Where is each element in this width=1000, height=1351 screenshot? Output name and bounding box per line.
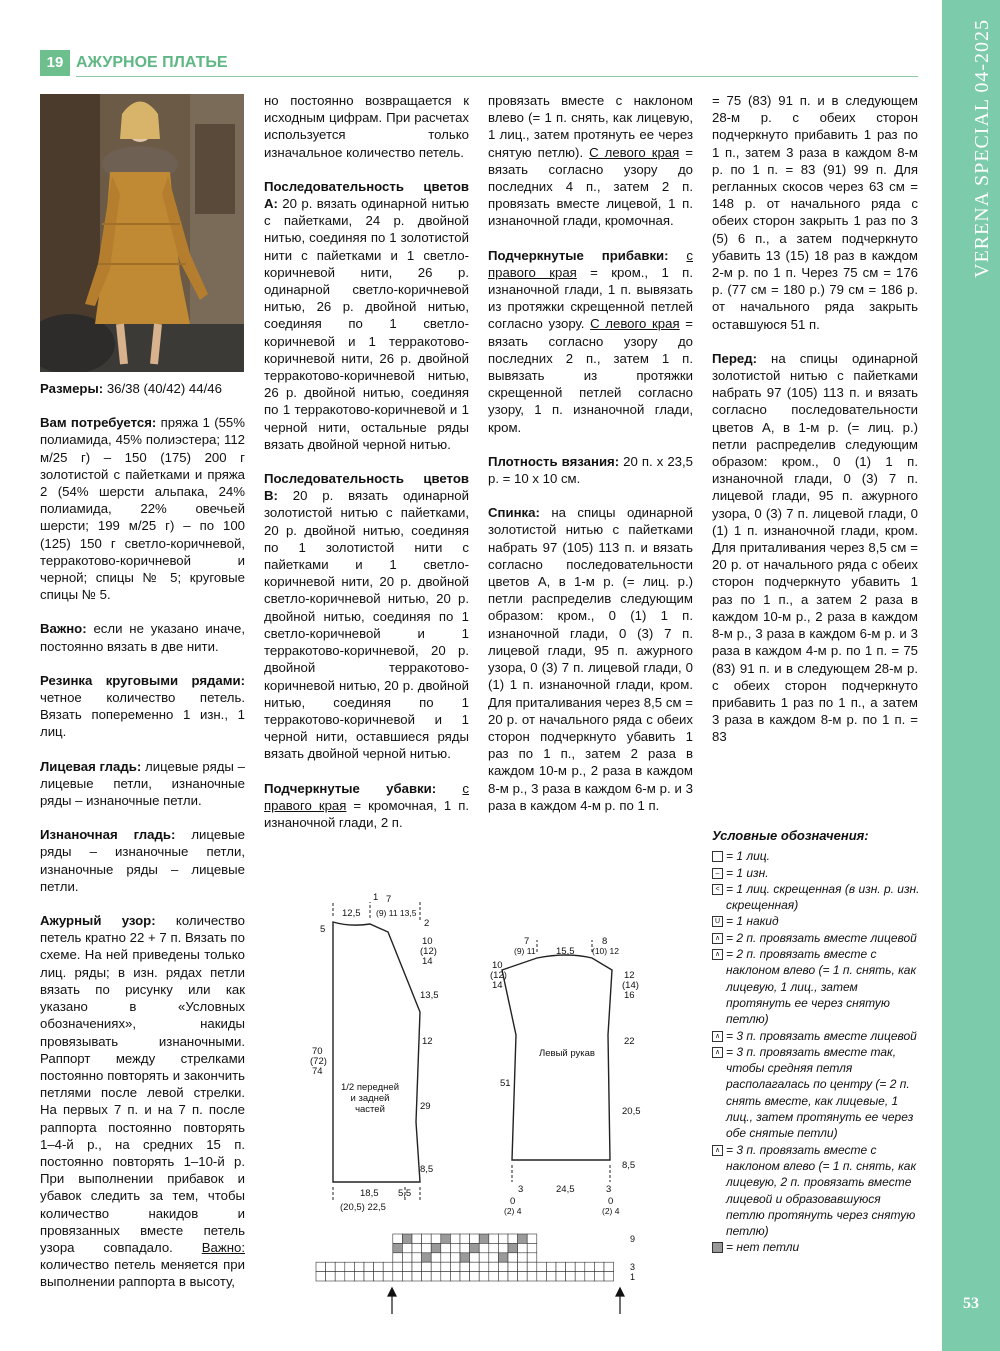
chart-cell	[431, 1262, 441, 1271]
chart-cell	[335, 1262, 345, 1271]
chart-cell	[374, 1272, 384, 1281]
chart-cell	[479, 1262, 489, 1271]
sleeve-l2: (12)	[490, 970, 507, 981]
page-number: 53	[963, 1295, 979, 1312]
chart-cell	[431, 1272, 441, 1281]
chart-cell	[498, 1272, 508, 1281]
header-rule	[76, 76, 918, 77]
sequence-b-label: Последовательность цветов B:	[264, 471, 469, 504]
chart-cell	[489, 1272, 499, 1281]
chart-cell	[431, 1243, 441, 1252]
chart-cell	[402, 1262, 412, 1271]
sequence-b-text: 20 р. вязать одинарной золотистой нитью с пайетками, 20 р. двойной нитью, соединяя по 1 золотистой нити с пайетками и 1 светло-коричневой нити, 20 р. двойной светло-коричневой нитью, 20 р. двойной нитью, соединяя по 1 светло-коричневой и 1 терракотово-коричневой, 20 р. двойной терракотово-коричневой нитью, 20 р. двойной нитью, соединяя по 1 терракотово-коричневой и 1 черной нити, оставшиеся ряды вязать двойной черной нитью.	[264, 488, 469, 762]
chart-cell	[489, 1243, 499, 1252]
sk2p-symbol-icon: ∧	[712, 1145, 723, 1156]
chart-cell	[450, 1234, 460, 1243]
materials-text: пряжа 1 (55% полиамида, 45% полиэстера; 112 м/25 г) – 150 (175) 200 г золотистой с пайетками и пряжа 2 (54% шерсти альпака, 24% полиамида, 22% овечьей шерсти; 199 м/25 г) – по 100 (125) 150 г светло-коричневой, терракотово-коричневой и черной; спицы № 5; круговые спицы № 5.	[40, 415, 245, 603]
chart-cell	[422, 1234, 432, 1243]
chart-cell	[422, 1272, 432, 1281]
chart-cell	[460, 1243, 470, 1252]
sleeve-r6: 8,5	[622, 1160, 636, 1171]
ssk-symbol-icon: ∧	[712, 949, 723, 960]
body-neck-3: (9) 11 13,5	[376, 908, 417, 918]
no-stitch-symbol-icon	[712, 1242, 723, 1253]
legend-item: ∧ = 3 п. провязать вместе так, чтобы средняя петля располагалась по центру (= 2 п. снять вместе, как лицевые, 1 лиц., затем протянуть ее через обе снятые петли)	[712, 1044, 922, 1142]
increases-left-edge: С левого края	[590, 316, 680, 332]
body-right-top: 2	[424, 918, 430, 929]
gauge-text: 20 п. х 23,5 р. = 10 х 10 см.	[488, 453, 694, 487]
chart-cell	[393, 1243, 403, 1252]
body-top-width: 12,5	[342, 908, 361, 919]
chart-cell	[402, 1234, 412, 1243]
chart-cell	[470, 1243, 480, 1252]
chart-cell	[594, 1262, 604, 1271]
legend-item: U = 1 накид	[712, 913, 922, 929]
chart-cell	[518, 1243, 528, 1252]
legend-title: Условные обозначения:	[712, 828, 869, 843]
chart-cell	[470, 1234, 480, 1243]
cdd-symbol-icon: ∧	[712, 1047, 723, 1058]
chart-cell	[585, 1272, 595, 1281]
chart-cell	[393, 1253, 403, 1262]
sleeve-b3: 3	[606, 1184, 612, 1195]
chart-cell	[479, 1243, 489, 1252]
chart-cell	[316, 1272, 326, 1281]
chart-cell	[575, 1272, 585, 1281]
chart-cell	[326, 1262, 336, 1271]
sleeve-length: 51	[500, 1078, 511, 1089]
legend-item: < = 1 лиц. скрещенная (в изн. р. изн. скрещенная)	[712, 881, 922, 914]
chart-cell	[566, 1262, 576, 1271]
chart-cell	[393, 1234, 403, 1243]
legend-item: ∧ = 2 п. провязать вместе с наклоном влево (= 1 п. снять, как лицевую, 1 лиц., затем протянуть ее через снятую петлю)	[712, 946, 922, 1027]
body-r4: 29	[420, 1101, 431, 1112]
chart-cell	[354, 1262, 364, 1271]
increases-label: Подчеркнутые прибавки:	[488, 247, 669, 263]
chart-cell	[422, 1243, 432, 1252]
text-column-2	[264, 92, 469, 848]
sleeve-t4: 8	[602, 936, 608, 947]
chart-cell	[527, 1272, 537, 1281]
sleeve-t3: 15,5	[556, 946, 575, 957]
reverse-stockinette-text: лицевые ряды – изнаночные петли, изнаночные ряды – лицевые петли.	[40, 827, 245, 894]
important-label: Важно:	[40, 621, 87, 637]
sleeve-b1: 3	[518, 1184, 524, 1195]
chart-cell	[441, 1243, 451, 1252]
sleeve-piece-label: Левый рукав	[539, 1048, 595, 1059]
pattern-title: АЖУРНОЕ ПЛАТЬЕ	[76, 54, 228, 71]
sleeve-r4: 22	[624, 1036, 635, 1047]
lace-text-end: количество петель меняется при выполнении раппорта в высоту,	[40, 1257, 245, 1290]
body-schematic	[300, 892, 460, 1222]
chart-cell	[489, 1262, 499, 1271]
sizes-label: Размеры:	[40, 381, 104, 396]
back-label: Спинка:	[488, 505, 540, 521]
body-length-3: 74	[312, 1066, 323, 1077]
chart-cell	[518, 1262, 528, 1271]
chart-cell	[508, 1234, 518, 1243]
body-neck: 1	[373, 892, 379, 903]
chart-cell	[527, 1243, 537, 1252]
chart-cell	[498, 1243, 508, 1252]
legend-item: ∧ = 3 п. провязать вместе с наклоном влево (= 1 п. снять, как лицевую, 2 п. провязать вместе лицевой и образовавшуюся петлю протянуть через снятую петлю)	[712, 1142, 922, 1240]
chart-row-9: 9	[630, 1234, 636, 1244]
sizes-text: 36/38 (40/42) 44/46	[103, 381, 222, 396]
model-photo-illustration	[40, 94, 244, 372]
decreases-right-edge: с правого края	[264, 780, 469, 813]
chart-cell	[345, 1262, 355, 1271]
increases-text: = кром., 1 п. изнаночной глади, 1 п. вывязать из протяжки скрещенной петлей согласно узору.	[488, 264, 693, 332]
chart-cell	[441, 1262, 451, 1271]
chart-cell	[364, 1262, 374, 1271]
body-r3: 12	[422, 1036, 433, 1047]
chart-cell	[470, 1272, 480, 1281]
sleeve-t1: 7	[524, 936, 530, 947]
text-column-1	[40, 380, 245, 1308]
decreases-left-edge: С левого края	[589, 144, 680, 160]
body-r1c: 14	[422, 956, 433, 967]
chart-cell	[450, 1272, 460, 1281]
chart-cell	[402, 1243, 412, 1252]
chart-cell	[316, 1262, 326, 1271]
back-continued: = 75 (83) 91 п. и в следующем 28-м р. с обеих сторон подчеркнуто прибавить 1 раз по 1 п., затем 3 раза в каждом 8-м р. по 1 п. = 83 (91) 99 п. Для регланных скосов через 63 см = 148 р. от начального ряда с обеих сторон закрыть 1 раз по 3 (5) 6 п., а затем подчеркнуто убавить 13 (15) 18 раз в каждом 2-м р. по 1 п. Через 75 см = 176 р. (77 см = 180 р.) 79 см = 186 р. от начального ряда закрыть оставшуюся 51 п.	[712, 93, 918, 332]
sleeve-r1: 12	[624, 970, 635, 981]
body-bottom-width: 18,5	[360, 1188, 379, 1199]
chart-cell	[441, 1234, 451, 1243]
chart-cell	[518, 1234, 528, 1243]
legend-item: = 1 лиц.	[712, 848, 922, 864]
chart-cell	[527, 1234, 537, 1243]
sleeve-t2: (9) 11	[514, 946, 536, 956]
symbol-legend	[712, 828, 922, 1256]
yarn-over-symbol-icon: U	[712, 916, 723, 927]
chart-cell	[450, 1243, 460, 1252]
chart-cell	[508, 1262, 518, 1271]
important-text: если не указано иначе, постоянно вязать в две нити.	[40, 621, 245, 654]
increases-right-edge: с правого края	[488, 247, 693, 280]
lace-important-label: Важно:	[201, 1239, 245, 1255]
body-length-1: 70	[312, 1046, 323, 1057]
magazine-brand	[971, 222, 994, 278]
body-neck-2: 7	[386, 894, 392, 905]
sleeve-r5: 20,5	[622, 1106, 641, 1117]
chart-cell	[441, 1272, 451, 1281]
chart-cell	[527, 1262, 537, 1271]
chart-cell	[383, 1262, 393, 1271]
chart-cell	[402, 1272, 412, 1281]
stockinette-text: лицевые ряды – лицевые петли, изнаночные ряды – изнаночные петли.	[40, 758, 245, 809]
sequence-a-label: Последовательность цветов A:	[264, 178, 469, 212]
chart-cell	[479, 1272, 489, 1281]
chart-cell	[518, 1272, 528, 1281]
front-label: Перед:	[712, 350, 757, 366]
stockinette-label: Лицевая гладь:	[40, 758, 142, 774]
chart-cell	[412, 1262, 422, 1271]
chart-cell	[537, 1262, 547, 1271]
chart-cell	[354, 1272, 364, 1281]
materials-label: Вам потребуется:	[40, 415, 157, 431]
chart-cell	[402, 1253, 412, 1262]
chart-row-3: 3	[630, 1262, 636, 1272]
chart-cell	[431, 1234, 441, 1243]
chart-cell	[412, 1243, 422, 1252]
purl-symbol-icon: –	[712, 868, 723, 879]
chart-cell	[412, 1272, 422, 1281]
chart-cell	[374, 1262, 384, 1271]
decreases-continued: провязать вместе с наклоном влево (= 1 п. снять, как лицевую, 1 лиц., затем протянуть ее через снятую петлю).	[488, 93, 693, 160]
lace-continued: но постоянно возвращается к исходным цифрам. При расчетах используется только изначальное количество петель.	[264, 93, 469, 160]
front-text: на спицы одинарной золотистой нитью с пайетками набрать 97 (105) 113 п. и вязать согласно последовательности цветов A, в 1-м р. (= лиц. р.) петли распределив следующим образом: кром., 0 (1) 1 п. изнаночной глади, 0 (3) 7 п. лицевой глади, 95 п. ажурного узора, 0 (3) 7 п. лицевой глади, 0 (1) 1 п. изнаночной глади, кром. Для приталивания через 8,5 см = 20 р. от начального ряда с обеих сторон подчеркнуто убавить 1 раз по 1 п., а затем 2 раза в каждом 10-м р., 2 раза в каждом 8-м р., 3 раза в каждом 6-м р. и 3 раза в каждом 4-м р. по 1 п. = 75 (83) 91 п. и в следующем 28-м р. с обеих сторон подчеркнуто прибавить 1 раз по 1 п., а затем 3 раза в каждом 8-м р. по 1 п. = 83	[712, 350, 918, 745]
chart-row-1: 1	[630, 1272, 636, 1282]
chart-cell	[345, 1272, 355, 1281]
chart-cell	[412, 1234, 422, 1243]
sleeve-b5: (2) 4	[504, 1206, 522, 1216]
text-column-4	[712, 92, 918, 763]
chart-cell	[566, 1272, 576, 1281]
sleeve-l1: 10	[492, 960, 503, 971]
sleeve-b6: 0	[608, 1196, 614, 1207]
k3tog-symbol-icon: ∧	[712, 1031, 723, 1042]
chart-cell	[393, 1262, 403, 1271]
chart-cell	[450, 1262, 460, 1271]
chart-cell	[489, 1253, 499, 1262]
chart-cell	[508, 1272, 518, 1281]
chart-cell	[460, 1253, 470, 1262]
repeat-arrows	[388, 1288, 624, 1314]
sleeve-t5: (10) 12	[592, 946, 619, 956]
lace-text: количество петель кратно 22 + 7 п. Вязать по схеме. На ней приведены только лиц. ряды; в изн. рядах петли вязать по рисунку или как указано в «Условных обозначениях», накиды провязывать изнаночными. Раппорт между стрелками постоянно повторять и закончить петлями после левой стрелки. На первых 7 п. и на 7 п. после раппорта постоянно повторять 1–4-й р., на средних 15 п. постоянно повторять 1–10-й р. При выполнении прибавок и убавок следить за тем, чтобы количество накидов и провязанных вместе петель узора совпадало.	[40, 913, 245, 1255]
body-bottom-width-2: (20,5) 22,5	[340, 1202, 386, 1213]
chart-cell	[460, 1272, 470, 1281]
chart-cell	[422, 1253, 432, 1262]
pattern-number: 19	[40, 50, 70, 76]
legend-item: ∧ = 2 п. провязать вместе лицевой	[712, 930, 922, 946]
lace-chart	[312, 1232, 642, 1322]
chart-cell	[489, 1234, 499, 1243]
chart-cell	[498, 1253, 508, 1262]
sleeve-l3: 14	[492, 980, 503, 991]
chart-cell	[422, 1262, 432, 1271]
chart-cell	[546, 1262, 556, 1271]
chart-cell	[460, 1262, 470, 1271]
decreases-label: Подчеркнутые убавки:	[264, 780, 437, 796]
decreases-text: = кромочная, 1 п. изнаночной глади, 2 п.	[264, 797, 469, 830]
chart-cell	[527, 1253, 537, 1262]
legend-item: – = 1 изн.	[712, 865, 922, 881]
chart-cell	[594, 1272, 604, 1281]
chart-cell	[450, 1253, 460, 1262]
chart-cell	[460, 1234, 470, 1243]
chart-cell	[556, 1262, 566, 1271]
body-r1: 10	[422, 936, 433, 947]
chart-cell	[498, 1262, 508, 1271]
knit-symbol-icon	[712, 851, 723, 862]
chart-cell	[479, 1253, 489, 1262]
chart-cell	[604, 1262, 614, 1271]
chart-cell	[470, 1262, 480, 1271]
legend-item: = нет петли	[712, 1239, 922, 1255]
body-length-2: (72)	[310, 1056, 327, 1067]
chart-cell	[364, 1272, 374, 1281]
chart-cell	[431, 1253, 441, 1262]
chart-cell	[383, 1272, 393, 1281]
chart-cell	[335, 1272, 345, 1281]
rib-label: Резинка круговыми рядами:	[40, 672, 245, 688]
sleeve-schematic	[482, 930, 642, 1220]
sleeve-r2: (14)	[622, 980, 639, 991]
body-r2: 13,5	[420, 990, 439, 1001]
chart-cell	[412, 1253, 422, 1262]
chart-cell	[393, 1272, 403, 1281]
sleeve-b4: 0	[510, 1196, 516, 1207]
chart-cell	[604, 1272, 614, 1281]
chart-cell	[556, 1272, 566, 1281]
sleeve-b7: (2) 4	[602, 1206, 620, 1216]
body-piece-label: 1/2 передней и задней частей	[340, 1082, 399, 1115]
rib-text: четное количество петель. Вязать попеременно 1 изн., 1 лиц.	[40, 690, 245, 740]
chart-cell	[326, 1272, 336, 1281]
chart-cell	[518, 1253, 528, 1262]
sleeve-b2: 24,5	[556, 1184, 575, 1195]
sleeve-r3: 16	[624, 990, 635, 1001]
gauge-label: Плотность вязания:	[488, 453, 620, 469]
chart-cell	[575, 1262, 585, 1271]
chart-cell	[479, 1234, 489, 1243]
twisted-knit-symbol-icon: <	[712, 884, 723, 895]
model-photo	[40, 94, 244, 372]
chart-cell	[585, 1262, 595, 1271]
legend-item: ∧ = 3 п. провязать вместе лицевой	[712, 1028, 922, 1044]
body-r5: 8,5	[420, 1164, 434, 1175]
sequence-a-text: 20 р. вязать одинарной нитью с пайетками, 24 р. двойной нитью, соединяя по 1 золотистой нити с пайетками и 1 светло-коричневой нити, 26 р. одинарной светло-коричневой нитью, 26 р. двойной нитью, соединяя по 1 светло-коричневой и 1 терракотово-коричневой нити, 26 р. двойной терракотово-коричневой нитью, 26 р. двойной нитью, соединяя по 1 терракотово-коричневой и 1 черной нити, остальные ряды вязать двойной черной нитью.	[264, 196, 469, 452]
chart-cell	[498, 1234, 508, 1243]
k2tog-symbol-icon: ∧	[712, 933, 723, 944]
chart-cell	[546, 1272, 556, 1281]
body-edge: 5	[320, 924, 326, 935]
lace-label: Ажурный узор:	[40, 913, 156, 929]
reverse-stockinette-label: Изнаночная гладь:	[40, 827, 176, 843]
chart-cell	[508, 1253, 518, 1262]
chart-cell	[441, 1253, 451, 1262]
text-column-3	[488, 92, 693, 831]
chart-cell	[537, 1272, 547, 1281]
body-r1b: (12)	[420, 946, 437, 957]
chart-cell	[470, 1253, 480, 1262]
decreases-left-text: = вязать согласно узору до последних 4 п., затем 2 п. провязать вместе лицевой, 1 п. изнаночной глади, кромочная.	[488, 144, 693, 229]
body-bottom-right: 5,5	[398, 1188, 412, 1199]
back-text: на спицы одинарной золотистой нитью с пайетками набрать 97 (105) 113 п. и вязать согласно последовательности цветов A, в 1-м р. (= лиц. р.) петли распределив следующим образом: кром., 0 (1) 1 п. изнаночной глади, 0 (3) 7 п. лицевой глади, 95 п. ажурного узора, 0 (3) 7 п. лицевой глади, 0 (1) 1 п. изнаночной глади, кром. Для приталивания через 8,5 см = 20 р. от начального ряда с обеих сторон подчеркнуто убавить 1 раз по 1 п., затем 2 раза в каждом 10-м р., 2 раза в каждом 8-м р., 3 раза в каждом 6-м р. и 3 раза в каждом 4-м р. по 1 п.	[488, 505, 693, 813]
chart-cell	[508, 1243, 518, 1252]
increases-left-text: = вязать согласно узору до последних 2 п., затем 1 п. вывязать из протяжки скрещенной петлей согласно узору, 1 п. изнаночной глади, кром.	[488, 316, 693, 435]
